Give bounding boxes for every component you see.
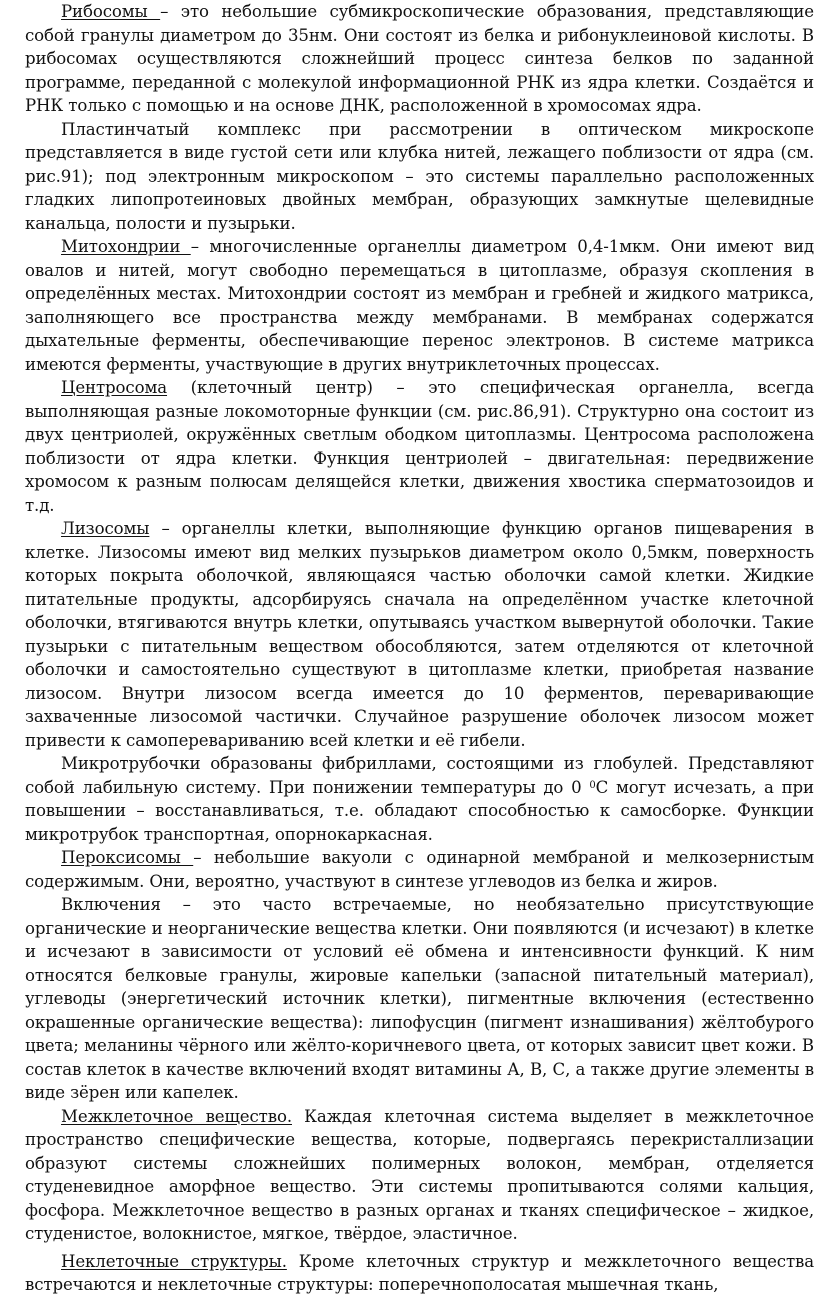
paragraph-text: – органеллы клетки, выполняющие функцию органов пищеварения в клетке. Лизосомы имеют вид мелких пузырьков диаметром около 0,5мкм, поверхность которых покрыта оболочкой, являющаяся частью оболочки самой клетки. Жидкие питательные продукты, адсорбируясь сначала на определённом участке клеточной оболочки, втягиваются внутрь клетки, опутываясь участком вывернутой оболочки. Такие пузырьки с питательным веществом обособляются, затем отделяются от клеточной оболочки и самостоятельно существуют в цитоплазме клетки, приобретая название лизосом. Внутри лизосом всегда имеется до 10 ферментов, переваривающие захваченные лизосомой частички. Случайное разрушение оболочек лизосом может привести к самоперевариванию всей клетки и её гибели. [25, 519, 814, 750]
paragraph-mitochondria [25, 235, 814, 376]
paragraph-text: – это небольшие субмикроскопические образования, представляющие собой гранулы диаметром до 35нм. Они состоят из белка и рибонуклеиновой кислоты. В рибосомах осуществляются сложнейший процесс синтеза белков по заданной программе, переданной с молекулой информационной РНК из ядра клетки. Создаётся и РНК только с помощью и на основе ДНК, расположенной в хромосомах ядра. [25, 2, 814, 115]
paragraph-intercellular [25, 1105, 814, 1246]
term-peroxisomes: Пероксисомы [61, 848, 194, 867]
paragraph-text: Включения – это часто встречаемые, но необязательно присутствующие органические и неорганические вещества клетки. Они появляются (и исчезают) в клетке и исчезают в зависимости от условий её обмена и интенсивности функций. К ним относятся белковые гранулы, жировые капельки (запасной питательный материал), углеводы (энергетический источник клетки), пигментные включения (естественно окрашенные органические вещества): липофусцин (пигмент изнашивания) жёлтобурого цвета; меланины чёрного или жёлто-коричневого цвета, от которых зависит цвет кожи. В состав клеток в качестве включений входят витамины А, В, С, а также другие элементы в виде зёрен или капелек. [25, 895, 814, 1102]
term-mitochondria: Митохондрии [61, 237, 191, 256]
paragraph-text: – многочисленные органеллы диаметром 0,4-1мкм. Они имеют вид овалов и нитей, могут свободно перемещаться в цитоплазме, образуя скопления в определённых местах. Митохондрии состоят из мембран и гребней и жидкого матрикса, заполняющего все пространства между мембранами. В мембранах содержатся дыхательные ферменты, обеспечивающие перенос электронов. В системе матрикса имеются ферменты, участвующие в других внутриклеточных процессах. [25, 237, 814, 374]
term-lysosomes: Лизосомы [61, 519, 150, 538]
paragraph-lysosomes [25, 517, 814, 752]
paragraph-text: Микротрубочки образованы фибриллами, состоящими из глобулей. Представляют собой лабильную систему. При понижении температуры до 0 [25, 754, 814, 797]
paragraph-text: С могут исчезать, а при повышении – восстанавливаться, т.е. обладают способностью к самосборке. Функции микротрубок транспортная, опорнокаркасная. [25, 777, 814, 844]
paragraph-golgi [25, 118, 814, 236]
paragraph-peroxisomes [25, 846, 814, 893]
term-intercellular: Межклеточное вещество. [61, 1106, 292, 1126]
paragraph-centrosome [25, 376, 814, 517]
paragraph-text: Кроме клеточных структур и межклеточного вещества встречаются и неклеточные структуры: поперечнополосатая мышечная ткань, [25, 1251, 814, 1294]
paragraph-text: Каждая клеточная система выделяет в межклеточное пространство специфические вещества, которые, подвергаясь перекристаллизации образуют системы сложнейших полимерных волокон, мембран, отделяется студеневидное аморфное вещество. Эти системы пропитываются солями кальция, фосфора. Межклеточное вещество в разных органах и тканях специфическое – жидкое, студенистое, волокнистое, мягкое, твёрдое, эластичное. [25, 1106, 814, 1243]
paragraph-text: (клеточный центр) – это специфическая органелла, всегда выполняющая разные локомоторные функции (см. рис.86,91). Структурно она состоит из двух центриолей, окружённых светлым ободком цитоплазмы. Центросома расположена поблизости от ядра клетки. Функция центриолей – двигательная: передвижение хромосом к разным полюсам делящейся клетки, движения хвостика сперматозоидов и т.д. [25, 378, 814, 515]
paragraph-inclusions [25, 893, 814, 1105]
paragraph-microtubules [25, 752, 814, 846]
paragraph-text: Пластинчатый комплекс при рассмотрении в оптическом микроскопе представляется в виде густой сети или клубка нитей, лежащего поблизости от ядра (см. рис.91); под электронным микроскопом – это системы параллельно расположенных гладких липопротеиновых двойных мембран, образующих замкнутые щелевидные канальца, полости и пузырьки. [25, 119, 814, 233]
term-centrosome: Центросома [61, 378, 168, 397]
degree-superscript: 0 [589, 779, 596, 791]
document-page [25, 0, 816, 1297]
term-noncellular: Неклеточные структуры. [61, 1251, 287, 1271]
term-ribosomes: Рибосомы [61, 2, 161, 21]
paragraph-text: – небольшие вакуоли с одинарной мембраной и мелкозернистым содержимым. Они, вероятно, участвуют в синтезе углеводов из белка и жиров. [25, 848, 814, 891]
paragraph-ribosomes [25, 0, 814, 118]
